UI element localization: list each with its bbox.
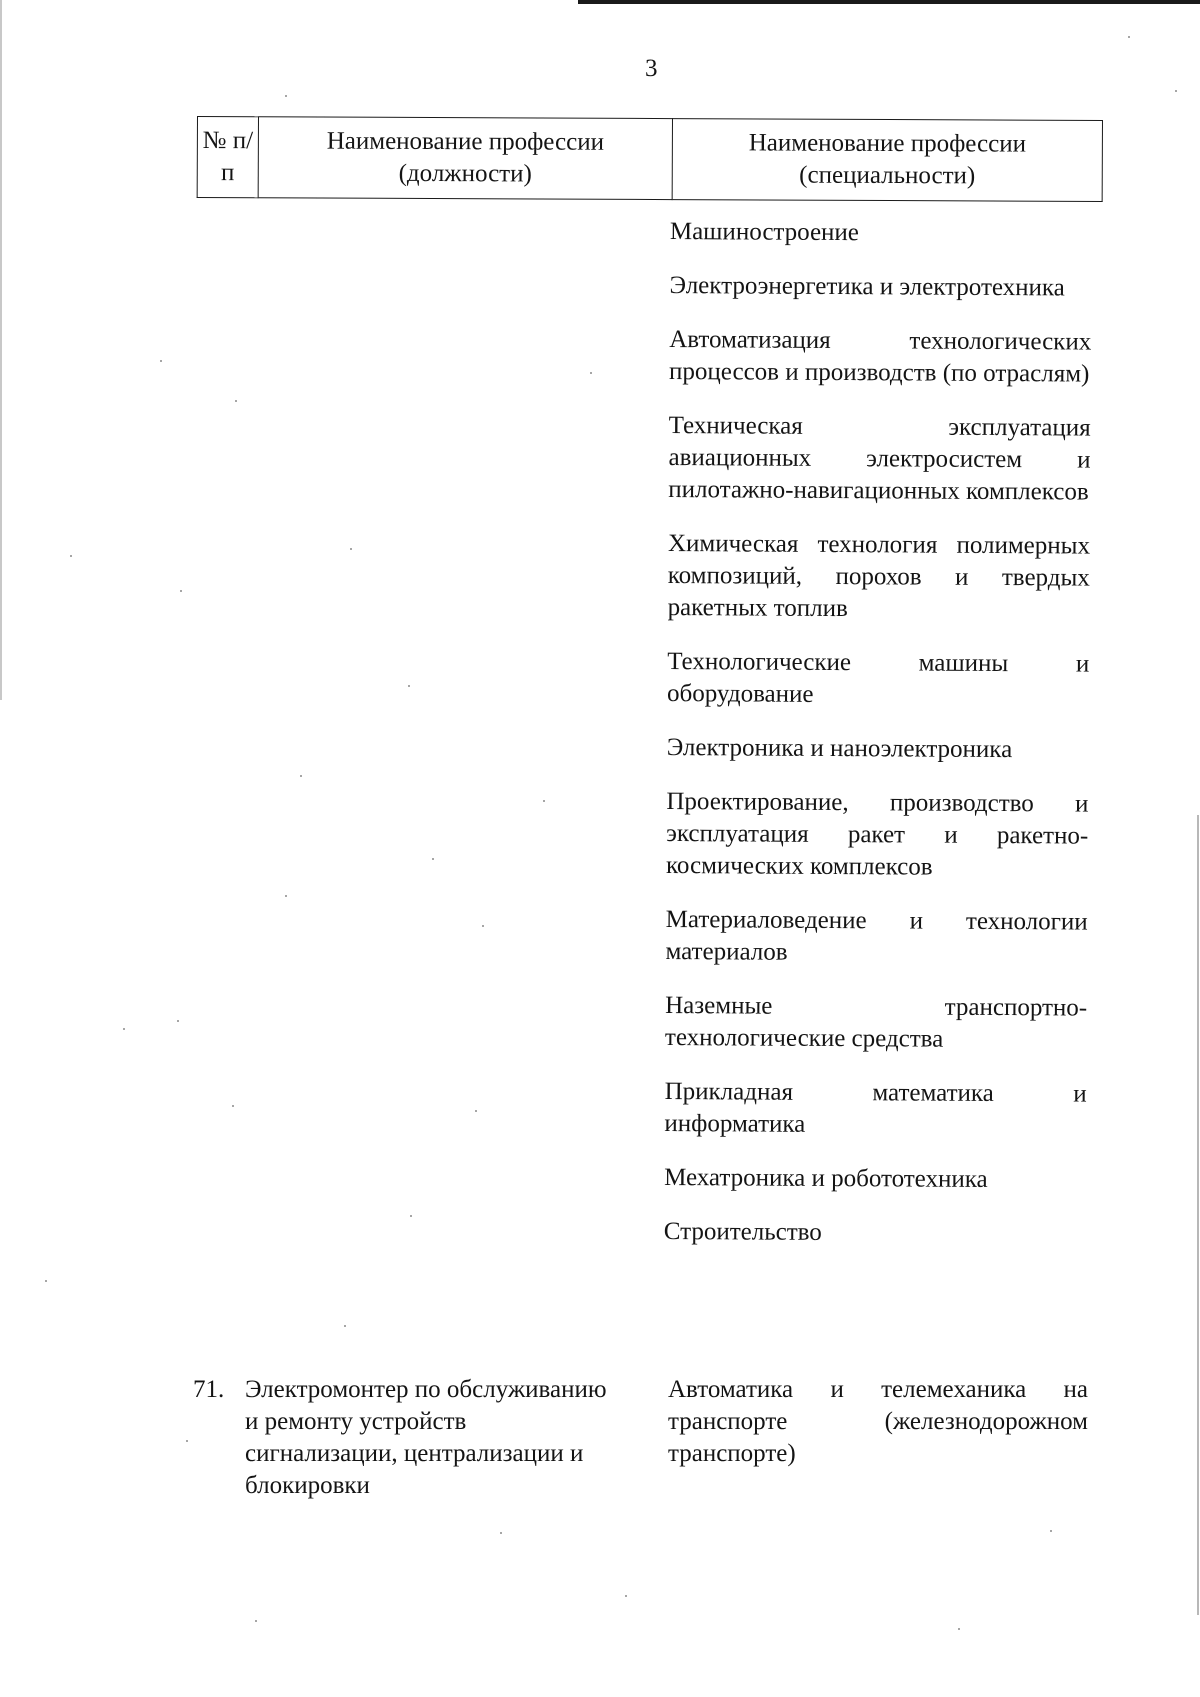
scan-speck xyxy=(408,685,410,687)
scan-speck xyxy=(285,895,287,897)
scan-speck xyxy=(70,555,72,557)
scan-right-edge xyxy=(1197,815,1199,1615)
specialty-name: Автоматика и телемеханика на транспорте (железнодорожном транспорте) xyxy=(668,1376,1088,1467)
scan-speck xyxy=(958,1628,960,1630)
row-number: 71. xyxy=(193,1376,225,1403)
top-border-line xyxy=(578,0,1200,4)
scan-speck xyxy=(1175,90,1177,92)
scan-speck xyxy=(344,1325,346,1327)
specialty-entry: Автоматизация технологических процессов и производств (по отраслям) xyxy=(668,325,1092,388)
specialty-entry: Машиностроение xyxy=(669,217,860,247)
scan-speck xyxy=(285,95,287,97)
header-number-column: № п/п xyxy=(197,117,258,198)
scan-speck xyxy=(590,372,592,374)
scan-left-edge xyxy=(0,0,2,700)
specialty-entry: Наземные транспортно-технологические средства xyxy=(664,991,1088,1053)
specialty-entry: Химическая технология полимерных композиций, порохов и твердых ракетных топлив xyxy=(667,529,1091,623)
scan-speck xyxy=(180,590,182,592)
specialty-list xyxy=(664,216,1092,1273)
specialty-entry: Проектирование, производство и эксплуатация ракет и ракетно-космических комплексов xyxy=(665,787,1089,881)
page-number: 3 xyxy=(645,55,658,82)
scan-speck xyxy=(482,925,484,927)
specialty-entry: Прикладная математика и информатика xyxy=(664,1077,1087,1138)
scan-speck xyxy=(500,1532,502,1534)
scan-speck xyxy=(160,360,162,362)
scan-speck xyxy=(410,1215,412,1217)
scan-speck xyxy=(1050,1530,1052,1532)
scan-speck xyxy=(177,1020,179,1022)
specialty-entry: Электроэнергетика и электротехника xyxy=(669,271,1065,302)
specialty-entry: Мехатроника и робототехника xyxy=(664,1163,988,1193)
scan-speck xyxy=(123,1028,125,1030)
scan-speck xyxy=(300,775,302,777)
scan-speck xyxy=(543,800,545,802)
specialty-entry: Материаловедение и технологии материалов xyxy=(665,905,1088,966)
scan-speck xyxy=(432,858,434,860)
scan-speck xyxy=(1128,36,1130,38)
specialty-entry: Технологические машины и оборудование xyxy=(667,647,1090,708)
header-row xyxy=(197,117,1102,202)
scan-speck xyxy=(350,548,352,550)
specialty-entry: Электроника и наноэлектроника xyxy=(666,733,1013,764)
scan-speck xyxy=(235,400,237,402)
specialty-entry: Техническая эксплуатация авиационных электросистем и пилотажно-навигационных комплексов xyxy=(668,411,1091,506)
header-position-column: Наименование профессии (должности) xyxy=(258,117,672,200)
scan-speck xyxy=(475,1110,477,1112)
table-header xyxy=(197,116,1103,202)
specialty-entry: Строительство xyxy=(663,1217,822,1246)
scan-speck xyxy=(45,1280,47,1282)
scan-speck xyxy=(255,1620,257,1622)
scan-speck xyxy=(186,1440,188,1442)
header-specialty-column: Наименование профессии (специальности) xyxy=(672,119,1102,202)
scan-speck xyxy=(625,1595,627,1597)
scan-speck xyxy=(232,1105,234,1107)
position-name: Электромонтер по обслуживанию и ремонту устройств сигнализации, централизации и блокировки xyxy=(245,1376,607,1499)
